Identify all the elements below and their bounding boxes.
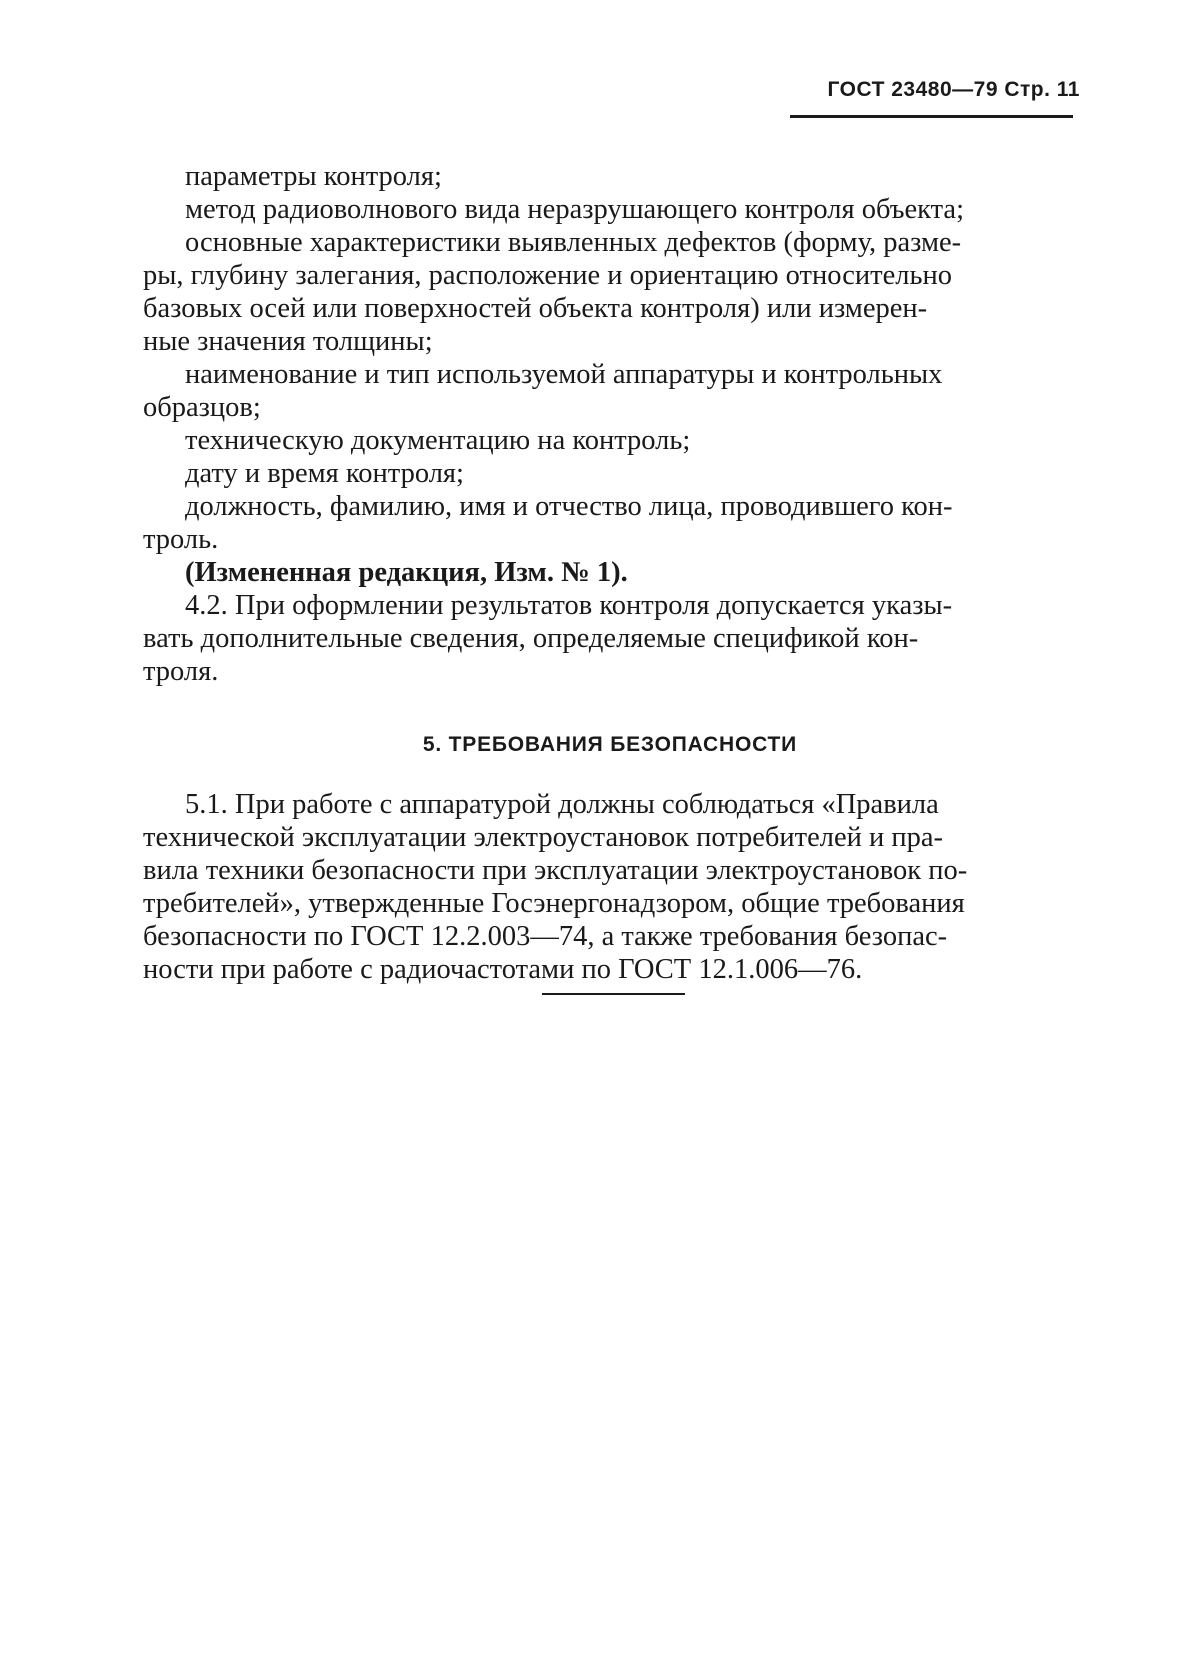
text-line: базовых осей или поверхностей объекта контроля) или измерен- [143, 293, 928, 324]
text-line: 4.2. При оформлении результатов контроля допускается указы- [185, 590, 953, 621]
text-line: вила техники безопасности при эксплуатации электроустановок по- [143, 855, 968, 886]
text-line: ности при работе с радиочастотами по ГОСТ 12.1.006—76. [143, 954, 863, 985]
text-line: должность, фамилию, имя и отчество лица, проводившего кон- [185, 491, 953, 522]
text-line: метод радиоволнового вида неразрушающего контроля объекта; [185, 194, 965, 225]
text-line: образцов; [143, 392, 261, 423]
text-line: параметры контроля; [185, 161, 442, 192]
text-line: требителей», утвержденные Госэнергонадзором, общие требования [143, 888, 965, 919]
text-line: ры, глубину залегания, расположение и ориентацию относительно [143, 260, 952, 291]
amendment-note: (Измененная редакция, Изм. № 1). [185, 557, 628, 588]
text-line: основные характеристики выявленных дефектов (форму, разме- [185, 227, 962, 258]
text-line: безопасности по ГОСТ 12.2.003—74, а также требования безопас- [143, 921, 948, 952]
text-line: троль. [143, 524, 219, 555]
end-rule [542, 993, 685, 995]
text-line: 5.1. При работе с аппаратурой должны соблюдаться «Правила [185, 789, 939, 820]
text-line: вать дополнительные сведения, определяемые спецификой кон- [143, 623, 919, 654]
text-line: ные значения толщины; [143, 326, 433, 357]
document-body [143, 160, 1077, 986]
text-line: техническую документацию на контроль; [185, 425, 691, 456]
text-line: наименование и тип используемой аппаратуры и контрольных [185, 359, 943, 390]
header-rule [790, 115, 1073, 118]
page-header: ГОСТ 23480—79 Стр. 11 [827, 78, 1080, 101]
text-line: троля. [143, 656, 219, 687]
section-title: 5. ТРЕБОВАНИЯ БЕЗОПАСНОСТИ [422, 733, 798, 756]
text-line: дату и время контроля; [185, 458, 464, 489]
text-line: технической эксплуатации электроустановок потребителей и пра- [143, 822, 944, 853]
